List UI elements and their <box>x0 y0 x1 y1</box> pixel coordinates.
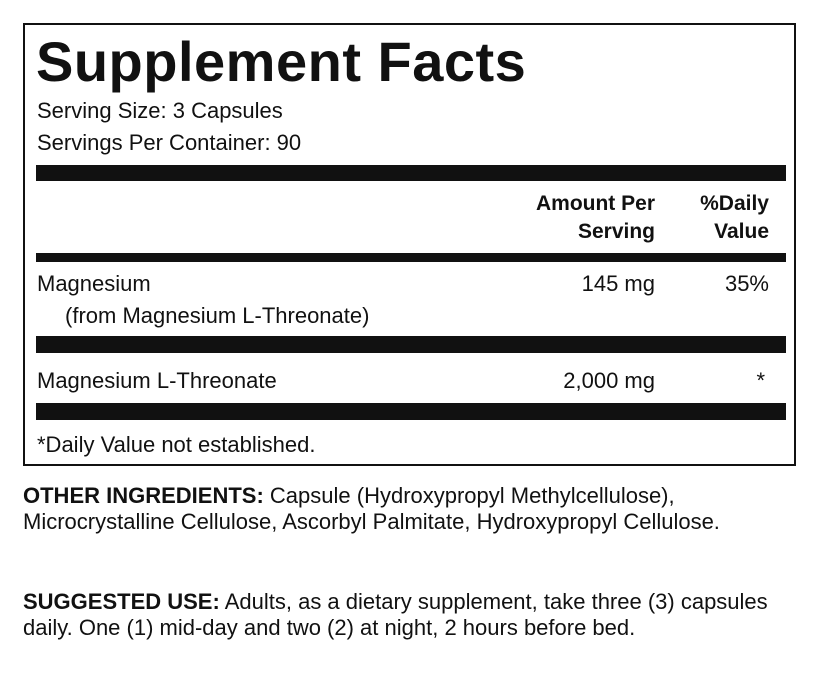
daily-value-footnote: *Daily Value not established. <box>37 432 316 457</box>
medium-divider <box>36 253 786 262</box>
daily-value-header-line2: Value <box>714 220 769 243</box>
thick-divider-middle <box>36 336 786 353</box>
other-ingredients-text: Capsule (Hydroxypropyl Methylcellulose), Microcrystalline Cellulose, Ascorbyl Palmitate, Hydroxypropyl Cellulose. <box>23 483 720 534</box>
serving-size: Serving Size: 3 Capsules <box>37 98 283 123</box>
amount-header-line2: Serving <box>577 220 655 243</box>
suggested-use-paragraph <box>23 589 813 641</box>
panel-title: Supplement Facts <box>36 30 527 93</box>
daily-value-header-line1: %Daily <box>700 192 769 215</box>
daily-value-threonate: * <box>756 368 765 393</box>
nutrient-source-magnesium: (from Magnesium L-Threonate) <box>65 303 370 328</box>
suggested-use-label: SUGGESTED USE: <box>23 589 220 614</box>
supplement-facts-panel <box>23 23 796 466</box>
amount-header-line1: Amount Per <box>535 192 655 215</box>
suggested-use-text: Adults, as a dietary supplement, take three (3) capsules daily. One (1) mid-day and two (2) at night, 2 hours before bed. <box>23 589 768 640</box>
nutrient-name-magnesium: Magnesium <box>37 271 151 296</box>
thick-divider-top <box>36 165 786 181</box>
thick-divider-bottom <box>36 403 786 420</box>
nutrient-name-threonate: Magnesium L-Threonate <box>37 368 277 393</box>
daily-value-magnesium: 35% <box>724 271 769 296</box>
servings-per-container: Servings Per Container: 90 <box>37 130 302 155</box>
other-ingredients-label: OTHER INGREDIENTS: <box>23 483 264 508</box>
amount-magnesium: 145 mg <box>581 271 655 296</box>
other-ingredients-paragraph <box>23 483 813 535</box>
amount-threonate: 2,000 mg <box>563 368 655 393</box>
